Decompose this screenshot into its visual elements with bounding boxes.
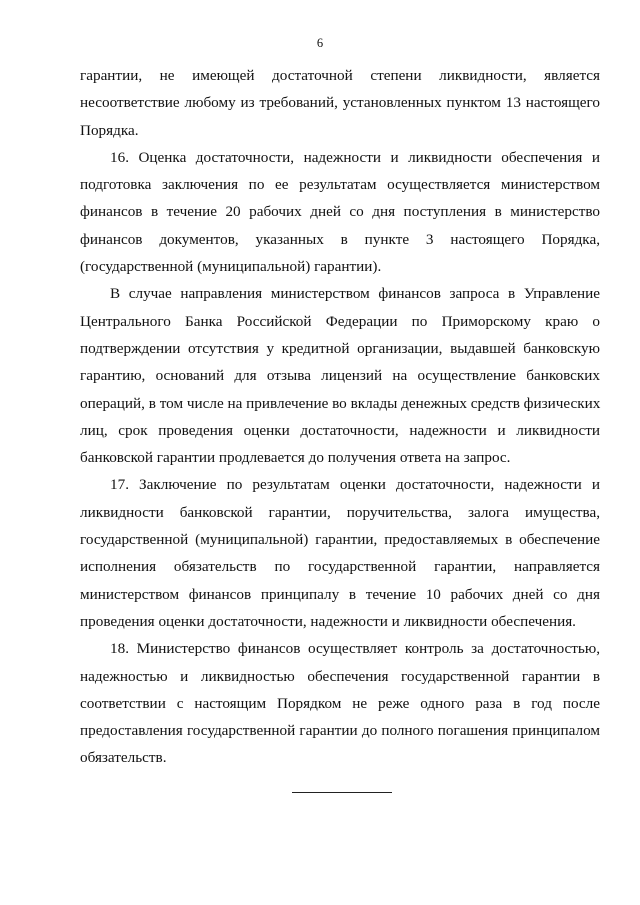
paragraph-item-18	[80, 635, 600, 771]
paragraph-guarantee-liquidity-continuation	[80, 62, 600, 144]
paragraph-item-16	[80, 144, 600, 280]
text-line: ликвидности банковской гарантии, поручительства, залога имущества,	[80, 503, 600, 521]
text-line: надежностью и ликвидностью обеспечения государственной гарантии в	[80, 667, 600, 685]
text-line: В случае направления министерством финансов запроса в Управление	[110, 285, 600, 303]
text-line: финансов в течение 20 рабочих дней со дня поступления в министерство	[80, 203, 600, 221]
text-line: министерством финансов принципалу в течение 10 рабочих дней со дня	[80, 585, 600, 603]
end-of-document-rule	[292, 792, 392, 793]
text-line: банковской гарантии продлевается до получения ответа на запрос.	[80, 449, 511, 467]
document-body	[80, 62, 600, 772]
text-line: финансов документов, указанных в пункте 3 настоящего Порядка,	[80, 230, 600, 248]
text-line: предоставления государственной гарантии до полного погашения принципалом	[80, 722, 600, 740]
text-line: обязательств.	[80, 749, 167, 767]
text-line: несоответствие любому из требований, установленных пунктом 13 настоящего	[80, 94, 600, 112]
page-number: 6	[316, 36, 324, 50]
text-line: лиц, срок проведения оценки достаточности, надежности и ликвидности	[80, 421, 600, 439]
paragraph-item-17	[80, 471, 600, 635]
text-line: подготовка заключения по ее результатам осуществляется министерством	[80, 176, 600, 194]
text-line: государственной (муниципальной) гарантии, предоставляемых в обеспечение	[80, 531, 600, 549]
text-line: 18. Министерство финансов осуществляет контроль за достаточностью,	[110, 640, 600, 658]
text-line: подтверждении отсутствия у кредитной организации, выдавшей банковскую	[80, 339, 600, 357]
text-line: Порядка.	[80, 121, 139, 139]
text-line: гарантии, не имеющей достаточной степени ликвидности, является	[80, 67, 600, 84]
text-line: 16. Оценка достаточности, надежности и ликвидности обеспечения и	[110, 148, 600, 166]
text-line: гарантию, оснований для отзыва лицензий на осуществление банковских	[80, 367, 600, 385]
text-line: проведения оценки достаточности, надежности и ликвидности обеспечения.	[80, 612, 576, 630]
text-line: соответствии с настоящим Порядком не реже одного раза в год после	[80, 694, 600, 712]
text-line: операций, в том числе на привлечение во вклады денежных средств физических	[80, 394, 601, 412]
text-line: (государственной (муниципальной) гарантии).	[80, 258, 382, 276]
text-line: 17. Заключение по результатам оценки достаточности, надежности и	[110, 476, 600, 494]
text-line: Центрального Банка Российской Федерации по Приморскому краю о	[80, 312, 600, 330]
text-line: исполнения обязательств по государственной гарантии, направляется	[80, 558, 600, 576]
paragraph-central-bank-request	[80, 280, 600, 471]
